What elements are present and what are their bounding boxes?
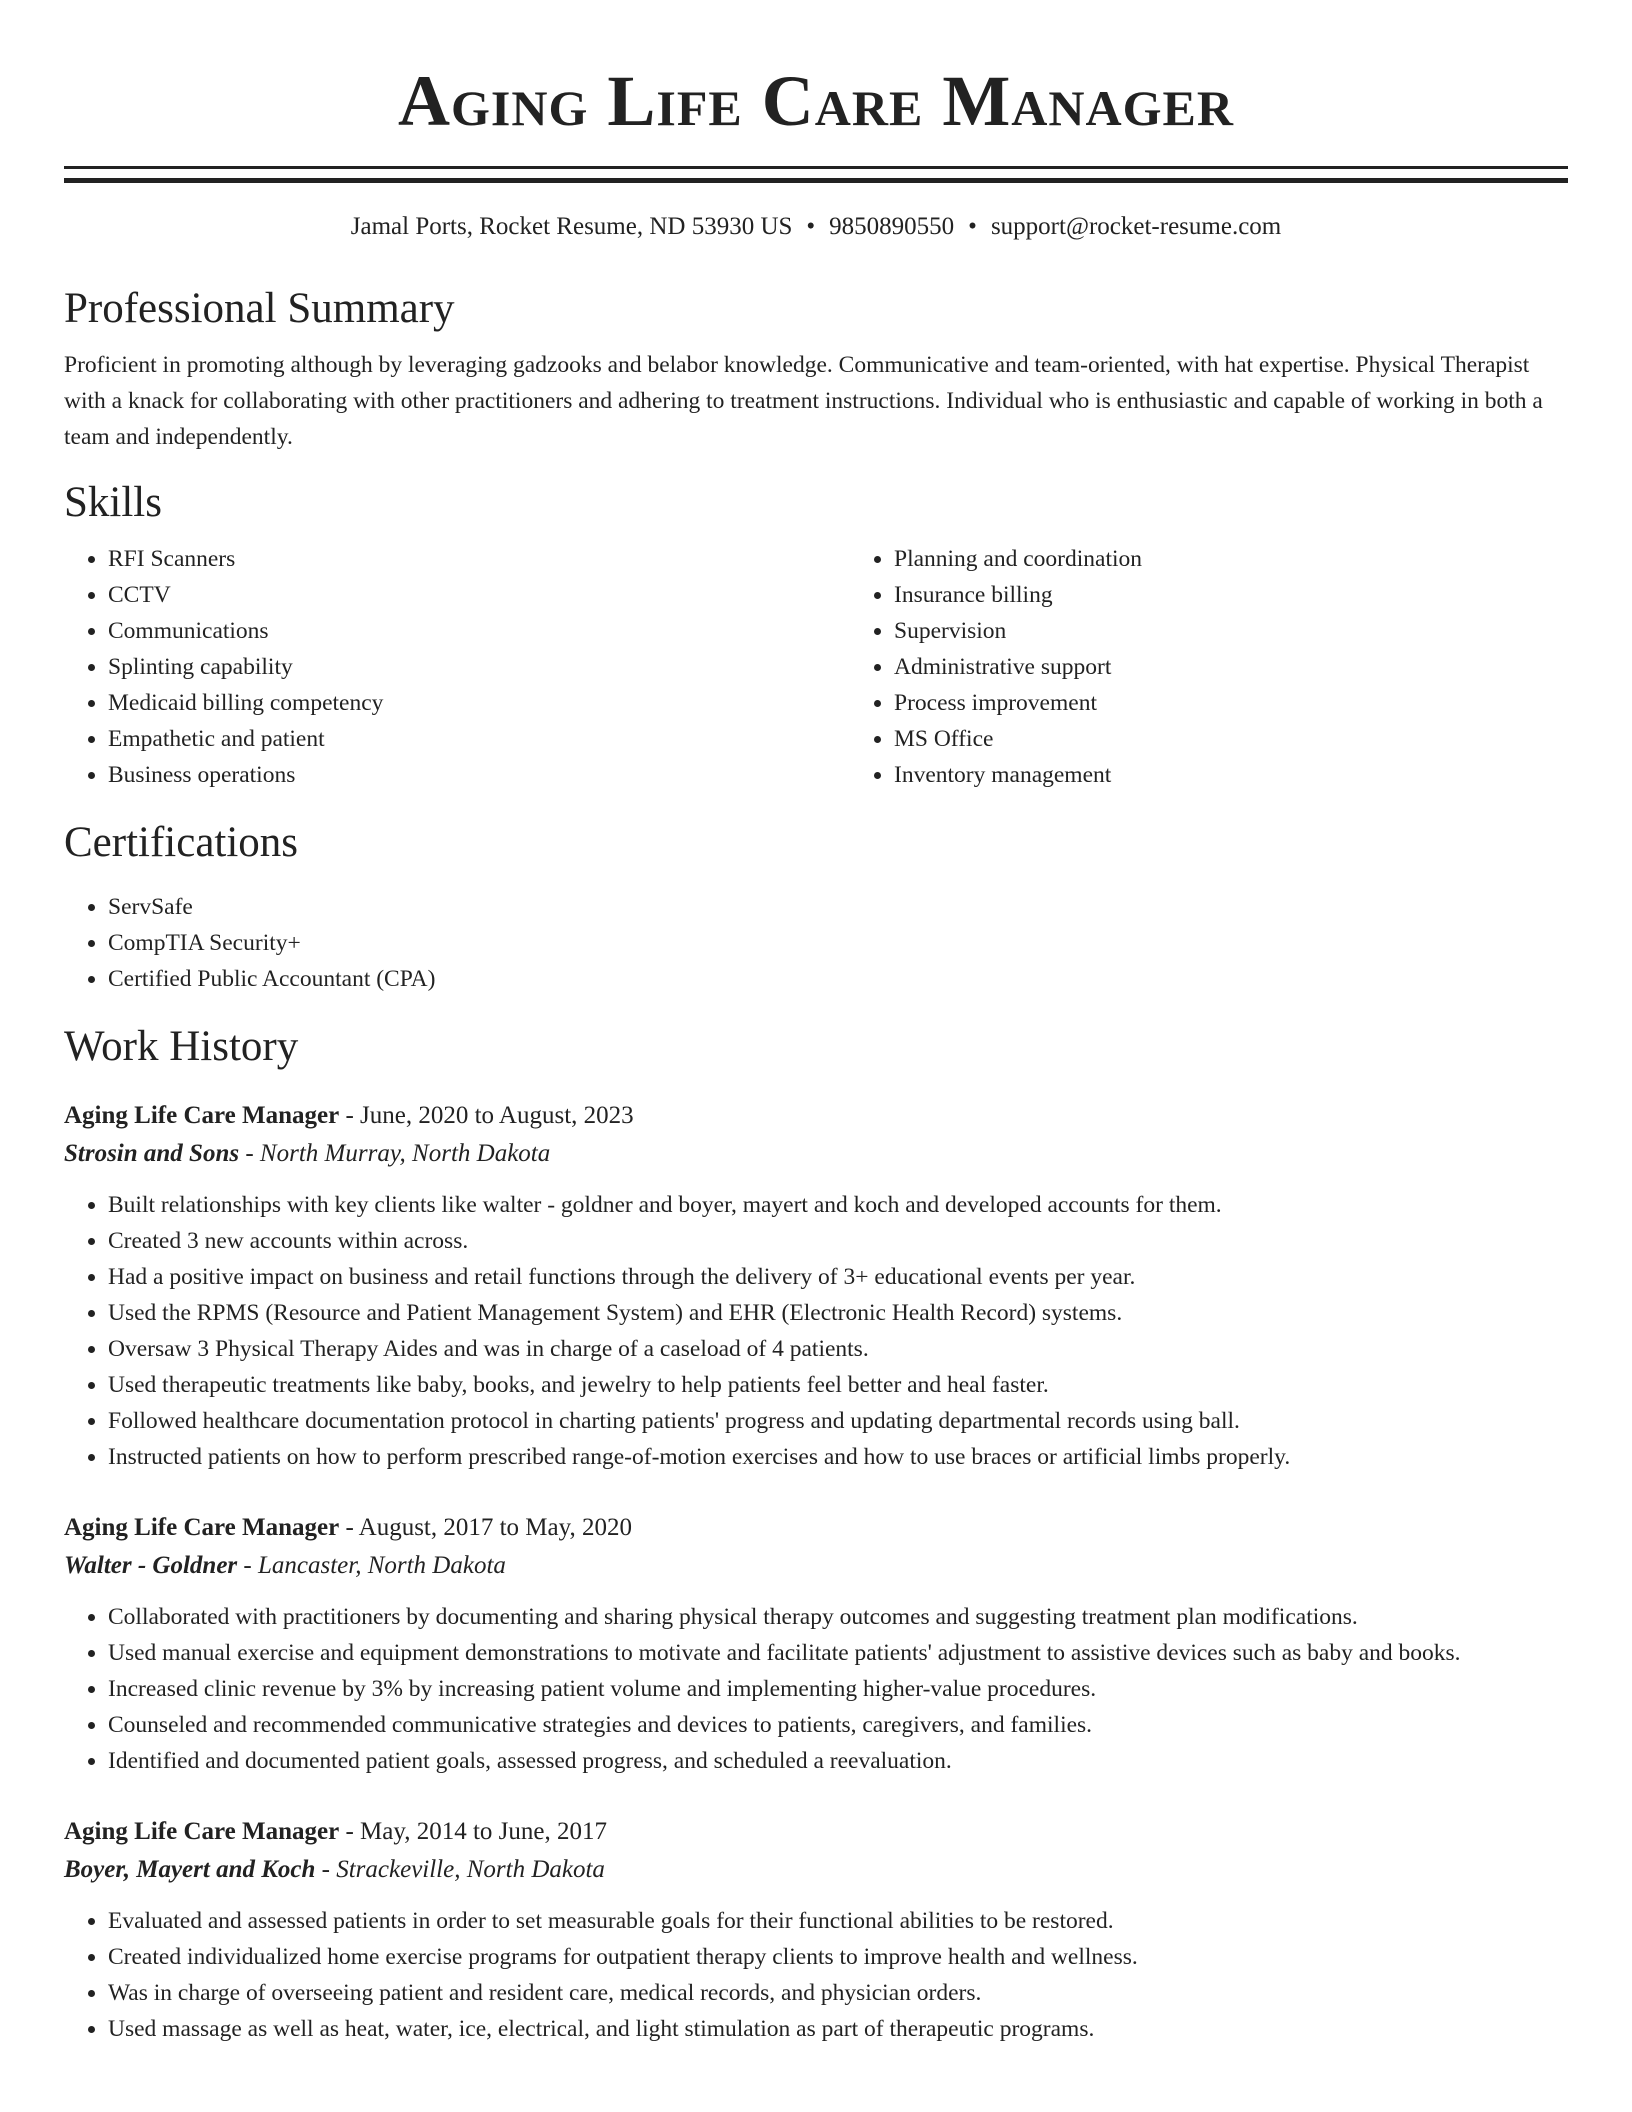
job-bullet: • Used massage as well as heat, water, ice, electrical, and light stimulation as part of therapeutic programs.: [108, 2011, 1568, 2047]
skill-item: • Business operations: [108, 757, 850, 793]
job-title-line: [64, 1813, 1568, 1851]
job-title: Aging Life Care Manager: [64, 1102, 340, 1129]
contact-email: support@rocket-resume.com: [990, 213, 1282, 240]
skills-columns: [64, 541, 1568, 793]
job-bullet: • Used manual exercise and equipment demonstrations to motivate and facilitate patients' adjustment to assistive devices such as baby and books.: [108, 1635, 1568, 1671]
job-dates: - May, 2014 to June, 2017: [339, 1818, 607, 1845]
title-divider: [64, 166, 1568, 183]
job-bullet: • Used therapeutic treatments like baby, books, and jewelry to help patients feel better and heal faster.: [108, 1367, 1568, 1403]
summary-text: Proficient in promoting although by leveraging gadzooks and belabor knowledge. Communicative and team-oriented, with hat expertise. Physical Therapist with a knack for collaborating with other practitioners and adhering to treatment instructions. Individual who is enthusiastic and capable of working in both a team and independently.: [64, 352, 1543, 450]
job-bullet: • Followed healthcare documentation protocol in charting patients' progress and updating departmental records using ball.: [108, 1403, 1568, 1439]
job-dates: - August, 2017 to May, 2020: [339, 1514, 633, 1541]
company-location: - Lancaster, North Dakota: [237, 1552, 506, 1579]
resume-title: Aging Life Care Manager: [398, 61, 1234, 141]
job-bullet: • Increased clinic revenue by 3% by increasing patient volume and implementing higher-value procedures.: [108, 1671, 1568, 1707]
skills-right-list: [850, 541, 1568, 793]
company-line: [64, 1851, 1568, 1889]
skills-left-list: [64, 541, 850, 793]
job-bullets: [64, 1187, 1568, 1475]
job-bullet: • Used the RPMS (Resource and Patient Management System) and EHR (Electronic Health Record) systems.: [108, 1295, 1568, 1331]
job-bullet: • Oversaw 3 Physical Therapy Aides and was in charge of a caseload of 4 patients.: [108, 1331, 1568, 1367]
skill-item: • RFI Scanners: [108, 541, 850, 577]
job-title-line: [64, 1509, 1568, 1547]
skill-item: • Supervision: [894, 613, 1568, 649]
contact-separator: •: [968, 213, 977, 240]
job-bullet: • Instructed patients on how to perform prescribed range-of-motion exercises and how to use braces or artificial limbs properly.: [108, 1439, 1568, 1475]
company-line: [64, 1135, 1568, 1173]
company-location: - North Murray, North Dakota: [239, 1140, 551, 1167]
skill-item: • Inventory management: [894, 757, 1568, 793]
job-bullet: • Counseled and recommended communicative strategies and devices to patients, caregivers, and families.: [108, 1707, 1568, 1743]
job-bullet: • Was in charge of overseeing patient and resident care, medical records, and physician orders.: [108, 1975, 1568, 2011]
work-history-heading: Work History: [64, 1023, 299, 1070]
contact-address: Jamal Ports, Rocket Resume, ND 53930 US: [350, 213, 793, 240]
skill-item: • Empathetic and patient: [108, 721, 850, 757]
job-bullets: [64, 1903, 1568, 2047]
certifications-heading: Certifications: [64, 819, 299, 866]
company-name: Walter - Goldner: [64, 1552, 238, 1579]
skills-heading: Skills: [64, 479, 162, 526]
job-title: Aging Life Care Manager: [64, 1818, 340, 1845]
skill-item: • Administrative support: [894, 649, 1568, 685]
skill-item: • Splinting capability: [108, 649, 850, 685]
certification-item: • CompTIA Security+: [108, 925, 1568, 961]
job-entry: [64, 1813, 1568, 2047]
job-title-line: [64, 1097, 1568, 1135]
job-title: Aging Life Care Manager: [64, 1514, 340, 1541]
skill-item: • Medicaid billing competency: [108, 685, 850, 721]
job-bullet: • Evaluated and assessed patients in order to set measurable goals for their functional abilities to be restored.: [108, 1903, 1568, 1939]
skill-item: • Planning and coordination: [894, 541, 1568, 577]
skill-item: • CCTV: [108, 577, 850, 613]
company-name: Boyer, Mayert and Koch: [64, 1856, 316, 1883]
skill-item: • MS Office: [894, 721, 1568, 757]
job-entry: [64, 1097, 1568, 1475]
certification-item: • ServSafe: [108, 889, 1568, 925]
summary-heading: Professional Summary: [64, 285, 455, 332]
job-bullets: [64, 1599, 1568, 1779]
contact-line: [64, 211, 1568, 243]
job-bullet: • Identified and documented patient goals, assessed progress, and scheduled a reevaluation.: [108, 1743, 1568, 1779]
skill-item: • Communications: [108, 613, 850, 649]
certification-item: • Certified Public Accountant (CPA): [108, 961, 1568, 997]
certifications-list: [64, 889, 1568, 997]
job-dates: - June, 2020 to August, 2023: [339, 1102, 634, 1129]
job-bullet: • Had a positive impact on business and retail functions through the delivery of 3+ educational events per year.: [108, 1259, 1568, 1295]
job-bullet: • Built relationships with key clients like walter - goldner and boyer, mayert and koch and developed accounts for them.: [108, 1187, 1568, 1223]
job-bullet: • Created individualized home exercise programs for outpatient therapy clients to improve health and wellness.: [108, 1939, 1568, 1975]
contact-separator: •: [806, 213, 816, 240]
job-bullet: • Collaborated with practitioners by documenting and sharing physical therapy outcomes and suggesting treatment plan modifications.: [108, 1599, 1568, 1635]
company-location: - Strackeville, North Dakota: [315, 1856, 605, 1883]
company-line: [64, 1547, 1568, 1585]
contact-phone: 9850890550: [829, 213, 955, 240]
job-entry: [64, 1509, 1568, 1779]
skill-item: • Process improvement: [894, 685, 1568, 721]
job-bullet: • Created 3 new accounts within across.: [108, 1223, 1568, 1259]
company-name: Strosin and Sons: [64, 1140, 240, 1167]
skill-item: • Insurance billing: [894, 577, 1568, 613]
